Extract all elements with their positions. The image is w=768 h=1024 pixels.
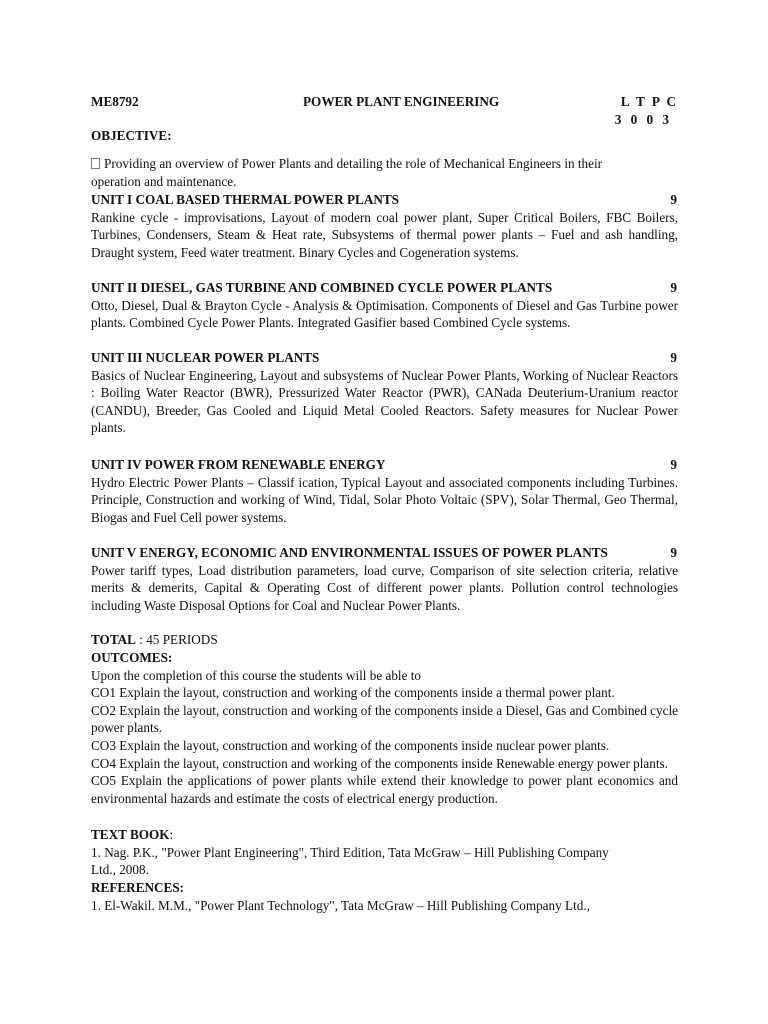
unit-2 <box>91 279 678 332</box>
outcome-item: CO3 Explain the layout, construction and working of the components inside nuclear power plants. <box>91 737 610 753</box>
unit-heading <box>91 349 678 367</box>
total-label: TOTAL <box>91 632 136 647</box>
unit-hours: 9 <box>670 350 677 365</box>
outcomes-section <box>91 649 678 807</box>
outcome-item: CO1 Explain the layout, construction and working of the components inside a thermal power plant. <box>91 685 615 701</box>
unit-title: UNIT IV POWER FROM RENEWABLE ENERGY <box>91 457 386 472</box>
ltpc-values: 3 0 0 3 <box>614 111 672 127</box>
unit-hours: 9 <box>670 280 677 295</box>
textbook-item: 1. Nag. P.K., "Power Plant Engineering", Third Edition, Tata McGraw – Hill Publishing Company <box>91 844 609 860</box>
unit-hours: 9 <box>670 457 677 472</box>
unit-heading <box>91 279 678 297</box>
total-value: : 45 PERIODS <box>139 632 218 647</box>
unit-body: Otto, Diesel, Dual & Brayton Cycle - Analysis & Optimisation. Components of Diesel and Gas Turbine power plants. Combined Cycle Power Plants. Integrated Gasifier based Combined Cycle systems. <box>91 297 678 331</box>
unit-heading <box>91 544 678 562</box>
unit-body: Power tariff types, Load distribution parameters, load curve, Comparison of site selection criteria, relative merits & demerits, Capital & Operating Cost of different power plants. Pollution control technologies including Waste Disposal Options for Coal and Nuclear Power Plants. <box>91 562 678 613</box>
unit-title: UNIT II DIESEL, GAS TURBINE AND COMBINED CYCLE POWER PLANTS <box>91 280 553 295</box>
unit-1 <box>91 191 678 261</box>
course-header <box>91 93 678 129</box>
course-title: POWER PLANT ENGINEERING <box>303 94 500 109</box>
outcome-item: CO5 Explain the applications of power plants while extend their knowledge to power plant economics and environmental hazards and estimate the costs of electrical energy production. <box>91 773 678 806</box>
unit-body: Hydro Electric Power Plants – Classif ication, Typical Layout and associated components including Turbines. Principle, Construction and working of Wind, Tidal, Solar Photo Voltaic (SPV), Solar Thermal, Geo Thermal, Biogas and Fuel Cell power systems. <box>91 474 678 525</box>
objective-text: Providing an overview of Power Plants and detailing the role of Mechanical Engineers in their operation and maintenance. <box>91 156 603 189</box>
unit-heading <box>91 191 678 209</box>
outcome-item: CO4 Explain the layout, construction and working of the components inside Renewable energy power plants. <box>91 755 668 771</box>
unit-3 <box>91 349 678 437</box>
unit-body: Basics of Nuclear Engineering, Layout and subsystems of Nuclear Power Plants, Working of Nuclear Reactors : Boiling Water Reactor (BWR), Pressurized Water Reactor (PWR), CANada Deuterium-Uranium reactor (CANDU), Breeder, Gas Cooled and Liquid Metal Cooled Reactors. Safety measures for Nuclear Power plants. <box>91 367 678 436</box>
references-section <box>91 879 678 914</box>
unit-body: Rankine cycle - improvisations, Layout of modern coal power plant, Super Critical Boilers, FBC Boilers, Turbines, Condensers, Steam & Heat rate, Subsystems of thermal power plants – Fuel and ash handling, Draught system, Feed water treatment. Binary Cycles and Cogeneration systems. <box>91 209 678 260</box>
unit-hours: 9 <box>670 545 677 560</box>
unit-hours: 9 <box>670 192 677 207</box>
unit-heading <box>91 456 678 474</box>
ltpc-label: L T P C <box>620 94 678 109</box>
unit-5 <box>91 544 678 614</box>
reference-item: 1. El-Wakil. M.M., "Power Plant Technology", Tata McGraw – Hill Publishing Company Ltd., <box>91 897 590 913</box>
outcomes-intro: Upon the completion of this course the students will be able to <box>91 667 421 683</box>
total-periods <box>91 631 678 649</box>
objective-heading: OBJECTIVE: <box>91 128 172 143</box>
bullet-icon <box>91 158 100 169</box>
outcomes-heading: OUTCOMES: <box>91 650 173 665</box>
textbook-section: TEXT BOOK: 1. Nag. P.K., "Power Plant Engineering", Third Edition, Tata McGraw – Hill Publishing Company Ltd., 2008. <box>91 826 678 879</box>
course-code: ME8792 <box>91 94 139 109</box>
textbook-heading: TEXT BOOK <box>91 827 170 842</box>
references-heading: REFERENCES: <box>91 880 185 895</box>
unit-title: UNIT V ENERGY, ECONOMIC AND ENVIRONMENTAL ISSUES OF POWER PLANTS <box>91 545 608 560</box>
outcome-item: CO2 Explain the layout, construction and working of the components inside a Diesel, Gas and Combined cycle power plants. <box>91 702 678 736</box>
unit-4 <box>91 456 678 526</box>
textbook-item-cont: Ltd., 2008. <box>91 862 149 878</box>
unit-title: UNIT III NUCLEAR POWER PLANTS <box>91 350 320 365</box>
unit-title: UNIT I COAL BASED THERMAL POWER PLANTS <box>91 192 400 207</box>
